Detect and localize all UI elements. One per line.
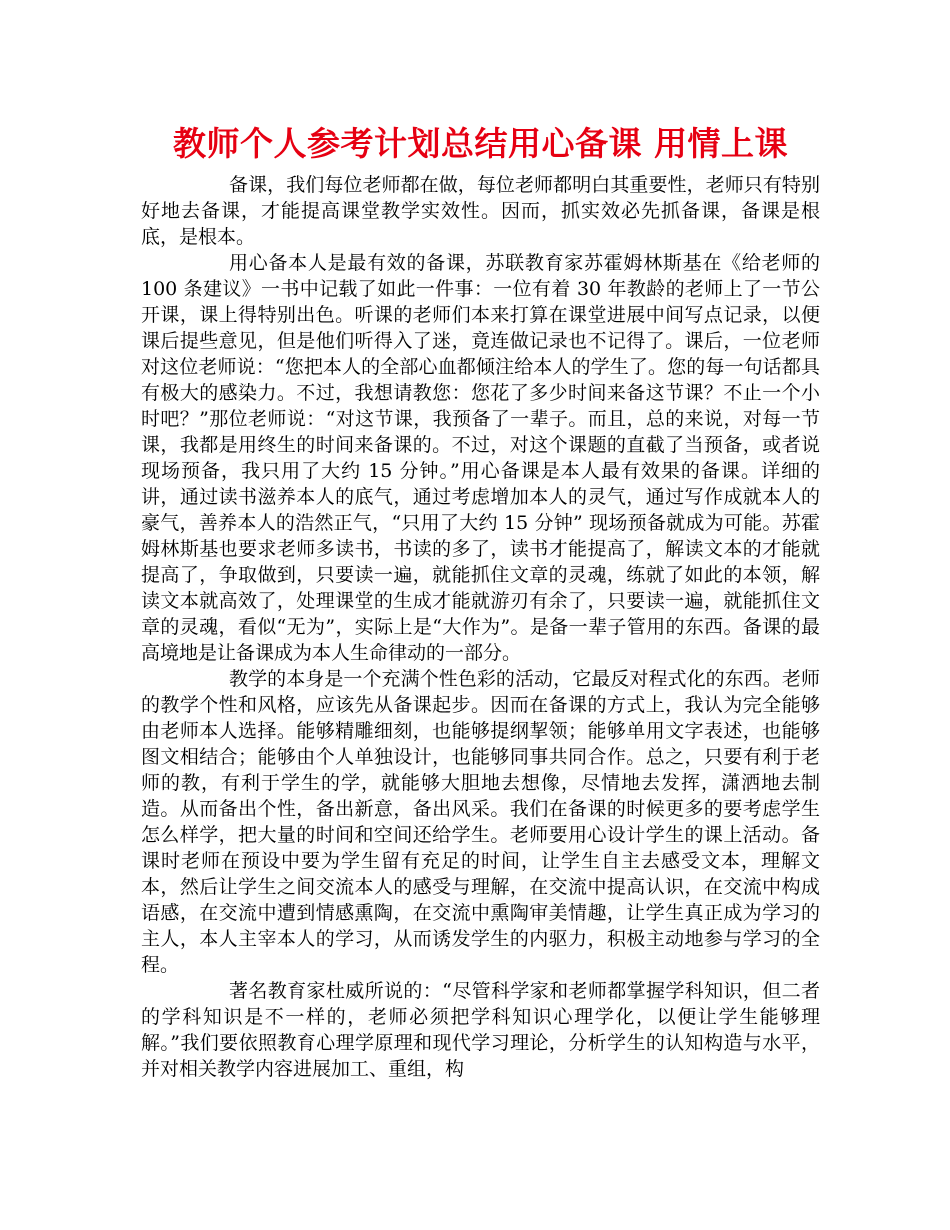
document-title: 教师个人参考计划总结用心备课 用情上课 <box>173 124 788 163</box>
paragraph-1: 备课，我们每位老师都在做，每位老师都明白其重要性，老师只有特别好地去备课，才能提高课堂教学实效性。因而，抓实效必先抓备课，备课是根底，是根本。 <box>141 174 820 248</box>
paragraph-3: 教学的本身是一个充满个性色彩的活动，它最反对程式化的东西。老师的教学个性和风格，应该先从备课起步。因而在备课的方式上，我认为完全能够由老师本人选择。能够精雕细刻，也能够提纲挈领；能够单用文字表述，也能够图文相结合；能够由个人单独设计，也能够同事共同合作。总之，只要有利于老师的教，有利于学生的学，就能够大胆地去想像，尽情地去发挥，潇洒地去制造。从而备出个性，备出新意，备出风采。我们在备课的时候更多的要考虑学生怎么样学，把大量的时间和空间还给学生。老师要用心设计学生的课上活动。备课时老师在预设中要为学生留有充足的时间，让学生自主去感受文本，理解文本，然后让学生之间交流本人的感受与理解，在交流中提高认识，在交流中构成语感，在交流中遭到情感熏陶，在交流中熏陶审美情趣，让学生真正成为学习的主人，本人主宰本人的学习，从而诱发学生的内驱力，积极主动地参与学习的全程。 <box>141 668 820 976</box>
paragraph-2: 用心备本人是最有效的备课，苏联教育家苏霍姆林斯基在《给老师的 100 条建议》一书中记载了如此一件事：一位有着 30 年教龄的老师上了一节公开课，课上得特别出色。听课的老师们本来打算在课堂进展中间写点记录，以便课后提些意见，但是他们听得入了迷，竟连做记录也不记得了。课后，一位老师对这位老师说：“您把本人的全部心血都倾注给本人的学生了。您的每一句话都具有极大的感染力。不过，我想请教您：您花了多少时间来备这节课？不止一个小时吧？”那位老师说：“对这节课，我预备了一辈子。而且，总的来说，对每一节课，我都是用终生的时间来备课的。不过，对这个课题的直截了当预备，或者说现场预备，我只用了大约 15 分钟。”用心备课是本人最有效果的备课。详细的讲，通过读书滋养本人的底气，通过考虑增加本人的灵气，通过写作成就本人的豪气，善养本人的浩然正气，“只用了大约 15 分钟” 现场预备就成为可能。苏霍姆林斯基也要求老师多读书，书读的多了，读书才能提高了，解读文本的才能就提高了，争取做到，只要读一遍，就能抓住文章的灵魂，练就了如此的本领，解读文本就高效了，处理课堂的生成才能就游刃有余了，只要读一遍，就能抓住文章的灵魂，看似“无为”，实际上是“大作为”。是备一辈子管用的东西。备课的最高境地是让备课成为本人生命律动的一部分。 <box>141 252 820 664</box>
paragraph-4: 著名教育家杜威所说的：“尽管科学家和老师都掌握学科知识，但二者的学科知识是不一样的，老师必须把学科知识心理学化，以便让学生能够理解。”我们要依照教育心理学原理和现代学习理论，分析学生的认知构造与水平，并对相关教学内容进展加工、重组，构 <box>141 980 820 1080</box>
document-body <box>141 172 820 1082</box>
